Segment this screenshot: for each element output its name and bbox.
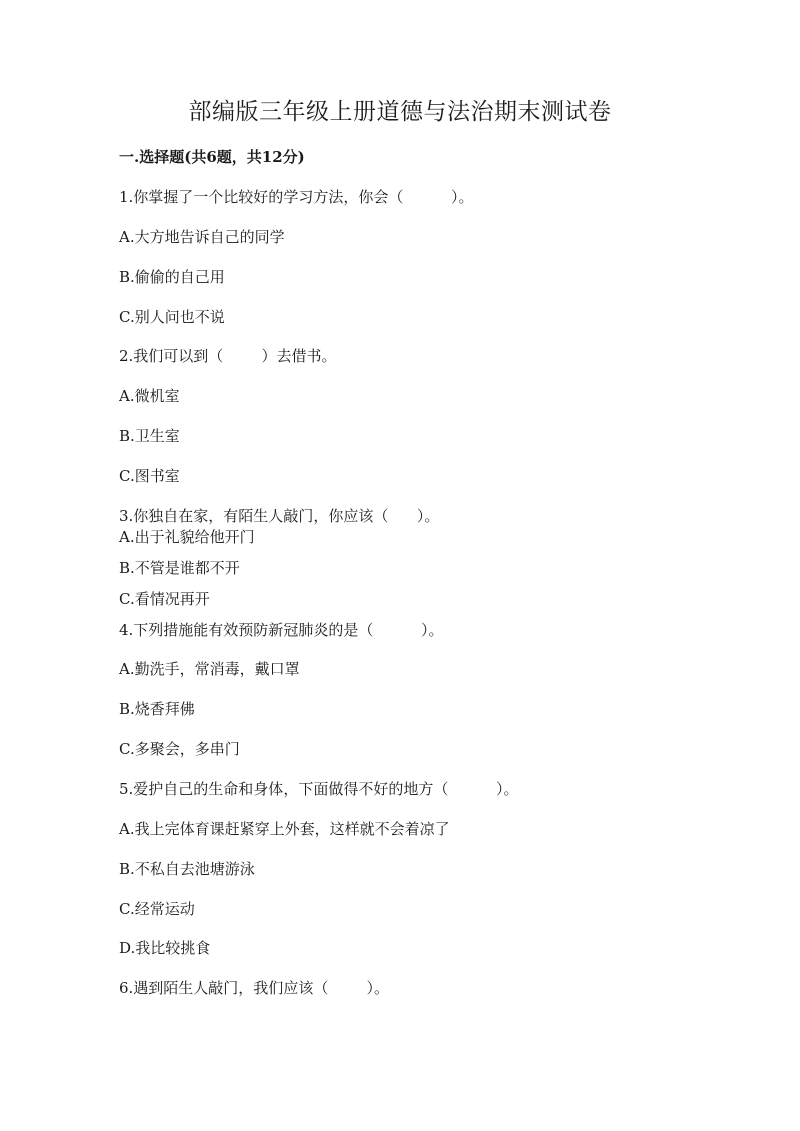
- question-4-stem: 4.下列措施能有效预防新冠肺炎的是（ ）。: [119, 621, 444, 639]
- question-1-stem: 1.你掌握了一个比较好的学习方法，你会（ ）。: [119, 188, 474, 206]
- question-1-option-a: A.大方地告诉自己的同学: [119, 228, 285, 246]
- question-5-option-d: D.我比较挑食: [119, 939, 211, 957]
- question-2-stem: 2.我们可以到（ ）去借书。: [119, 347, 337, 365]
- question-5-option-b: B.不私自去池塘游泳: [119, 860, 255, 878]
- question-5-stem: 5.爱护自己的生命和身体，下面做得不好的地方（ ）。: [119, 780, 519, 798]
- question-2-option-a: A.微机室: [119, 387, 180, 405]
- question-5-option-a: A.我上完体育课赶紧穿上外套，这样就不会着凉了: [119, 820, 450, 838]
- question-4-option-b: B.烧香拜佛: [119, 700, 195, 718]
- question-2-option-c: C.图书室: [119, 467, 180, 485]
- question-3-option-b: B.不管是谁都不开: [119, 559, 240, 577]
- question-6-stem: 6.遇到陌生人敲门，我们应该（ ）。: [119, 979, 389, 997]
- question-2-option-b: B.卫生室: [119, 427, 180, 445]
- exam-title: 部编版三年级上册道德与法治期末测试卷: [188, 99, 612, 125]
- question-3-stem: 3.你独自在家，有陌生人敲门，你应该（ ）。: [119, 507, 440, 525]
- question-1-option-c: C.别人问也不说: [119, 308, 225, 326]
- question-3-option-c: C.看情况再开: [119, 590, 210, 608]
- question-5-option-c: C.经常运动: [119, 900, 195, 918]
- question-3-option-a: A.出于礼貌给他开门: [119, 528, 255, 546]
- question-1-option-b: B.偷偷的自己用: [119, 268, 225, 286]
- question-4-option-c: C.多聚会，多串门: [119, 740, 240, 758]
- question-4-option-a: A.勤洗手，常消毒，戴口罩: [119, 660, 300, 678]
- section-heading: 一.选择题(共6题，共12分): [119, 148, 305, 166]
